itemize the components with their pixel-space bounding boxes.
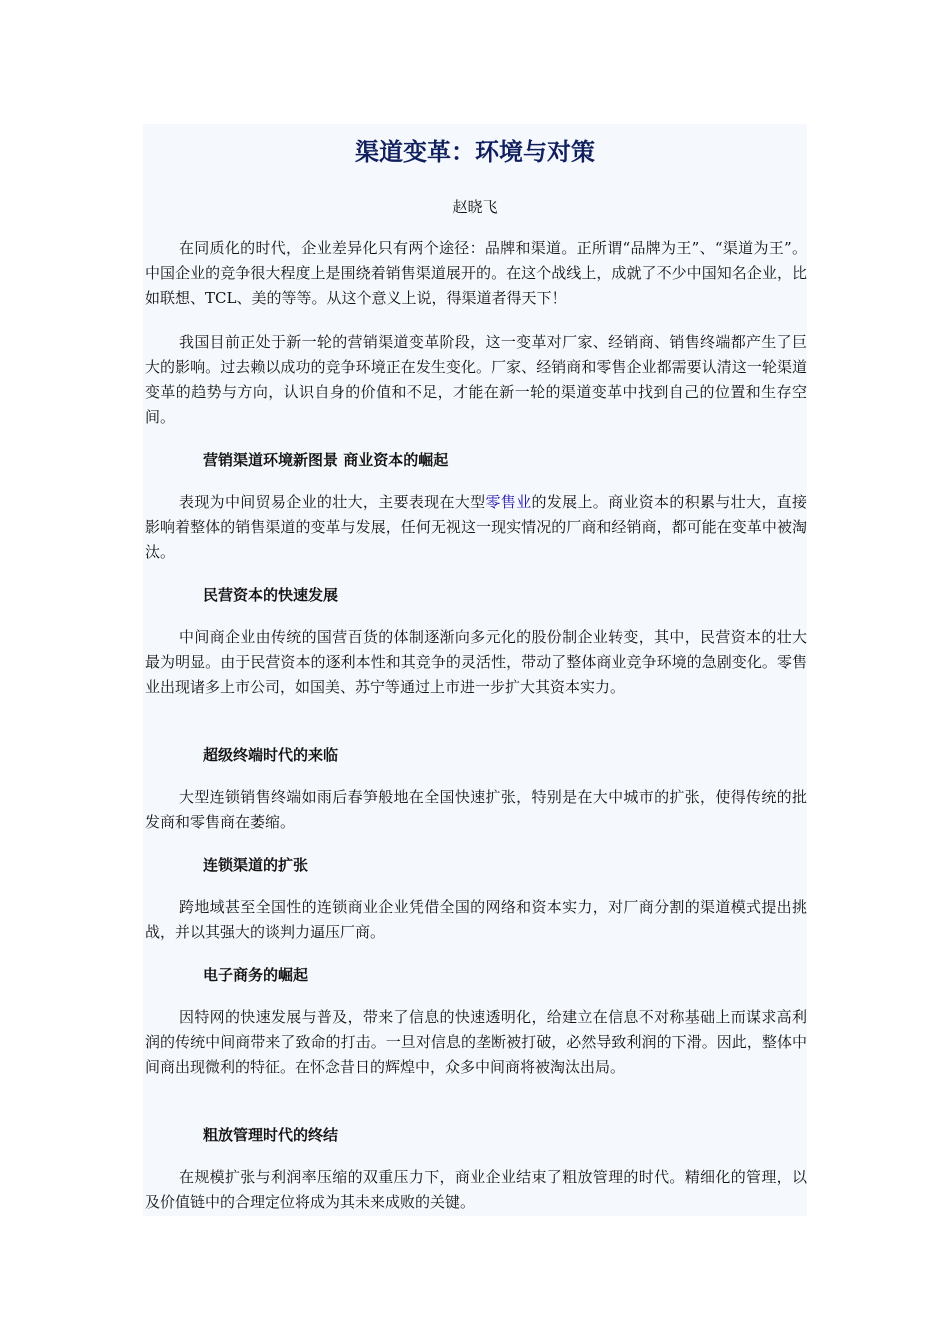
section-body-super-terminal: 大型连锁销售终端如雨后春笋般地在全国快速扩张，特别是在大中城市的扩张，使得传统的批发商和零售商在萎缩。 [145, 788, 807, 831]
section-heading-private-capital: 民营资本的快速发展 [203, 586, 339, 604]
section-heading-commercial-capital: 营销渠道环境新图景 商业资本的崛起 [203, 451, 449, 469]
section-body-chain-expansion: 跨地域甚至全国性的连锁商业企业凭借全国的网络和资本实力，对厂商分割的渠道模式提出挑战，并以其强大的谈判力逼压厂商。 [145, 898, 807, 941]
section-heading-chain-expansion: 连锁渠道的扩张 [203, 856, 309, 874]
body-text-after-link: 的发展上。商业资本的积累与壮大，直接影响着整体的销售渠道的变革与发展，任何无视这一现实情况的厂商和经销商，都可能在变革中被淘汰。 [145, 493, 807, 561]
article-title: 渠道变革：环境与对策 [355, 138, 595, 166]
section-body-extensive-management: 在规模扩张与利润率压缩的双重压力下，商业企业结束了粗放管理的时代。精细化的管理，以及价值链中的合理定位将成为其未来成败的关键。 [145, 1168, 807, 1211]
section-heading-super-terminal: 超级终端时代的来临 [203, 746, 339, 764]
intro-paragraph-1: 在同质化的时代，企业差异化只有两个途径：品牌和渠道。正所谓“品牌为王”、“渠道为王”。中国企业的竞争很大程度上是围绕着销售渠道展开的。在这个战线上，成就了不少中国知名企业，比如联想、TCL、美的等等。从这个意义上说，得渠道者得天下！ [145, 239, 807, 307]
body-text-before-link: 表现为中间贸易企业的壮大，主要表现在大型 [179, 493, 486, 511]
section-body-commercial-capital [145, 490, 807, 565]
section-body-ecommerce: 因特网的快速发展与普及，带来了信息的快速透明化，给建立在信息不对称基础上而谋求高利润的传统中间商带来了致命的打击。一旦对信息的垄断被打破，必然导致利润的下滑。因此，整体中间商出现微利的特征。在怀念昔日的辉煌中，众多中间商将被淘汰出局。 [145, 1008, 807, 1076]
section-heading-ecommerce: 电子商务的崛起 [203, 966, 309, 984]
section-heading-extensive-management: 粗放管理时代的终结 [203, 1126, 339, 1144]
article-author: 赵晓飞 [452, 198, 498, 216]
section-body-private-capital: 中间商企业由传统的国营百货的体制逐渐向多元化的股份制企业转变，其中，民营资本的壮大最为明显。由于民营资本的逐利本性和其竞争的灵活性，带动了整体商业竞争环境的急剧变化。零售业出现诸多上市公司，如国美、苏宁等通过上市进一步扩大其资本实力。 [145, 628, 807, 696]
retail-link[interactable]: 零售业 [485, 493, 532, 511]
intro-paragraph-2: 我国目前正处于新一轮的营销渠道变革阶段，这一变革对厂家、经销商、销售终端都产生了巨大的影响。过去赖以成功的竞争环境正在发生变化。厂家、经销商和零售企业都需要认清这一轮渠道变革的趋势与方向，认识自身的价值和不足，才能在新一轮的渠道变革中找到自己的位置和生存空间。 [145, 333, 807, 426]
